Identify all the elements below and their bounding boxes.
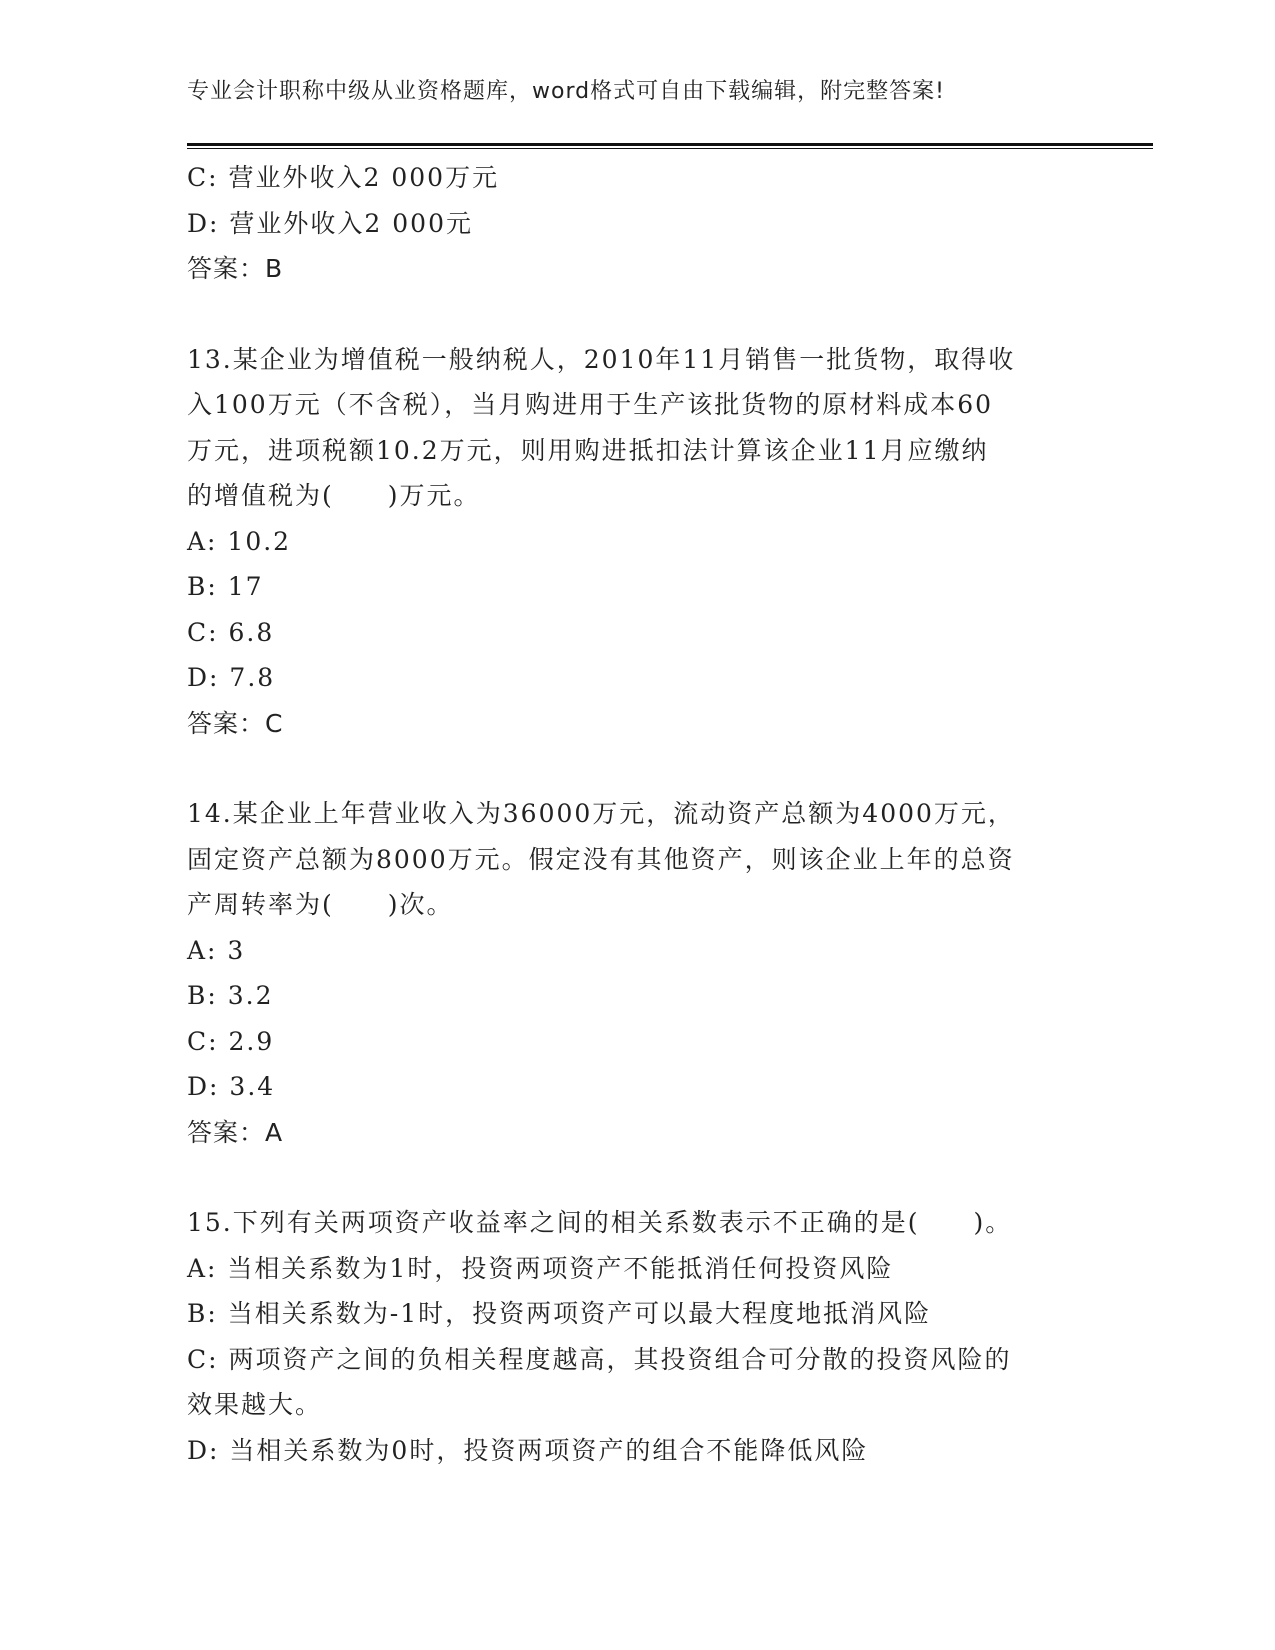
option-c-continued: 效果越大。 [187, 1390, 323, 1419]
header-divider [187, 143, 1153, 149]
option-b: B: 3.2 [187, 981, 274, 1010]
question-13 [187, 337, 1087, 747]
spacer [187, 1155, 1087, 1200]
question-stem-line: 15.下列有关两项资产收益率之间的相关系数表示不正确的是( )。 [187, 1208, 1013, 1237]
option-b: B: 17 [187, 572, 264, 601]
spacer [187, 746, 1087, 791]
question-stem-line: 14.某企业上年营业收入为36000万元，流动资产总额为4000万元， [187, 799, 1015, 828]
document-body [187, 155, 1087, 1473]
option-c: C: 两项资产之间的负相关程度越高，其投资组合可分散的投资风险的 [187, 1344, 1012, 1374]
option-d: D: 7.8 [187, 663, 276, 692]
option-c: C: 2.9 [187, 1026, 275, 1056]
option-c: C: 6.8 [187, 617, 275, 647]
spacer [187, 292, 1087, 337]
option-d: D: 3.4 [187, 1072, 276, 1101]
question-stem-line: 固定资产总额为8000万元。假定没有其他资产，则该企业上年的总资 [187, 844, 1015, 874]
page-header: 专业会计职称中级从业资格题库，word格式可自由下载编辑，附完整答案! [187, 79, 945, 104]
option-a: A: 10.2 [187, 526, 292, 556]
question-stem-line: 入100万元（不含税），当月购进用于生产该批货物的原材料成本60 [187, 390, 994, 419]
question-stem-line: 13.某企业为增值税一般纳税人，2010年11月销售一批货物，取得收 [187, 344, 1016, 374]
question-12-remainder [187, 155, 1087, 292]
question-15 [187, 1200, 1087, 1473]
option-a: A: 3 [187, 935, 246, 965]
answer-line: 答案：C [187, 708, 284, 738]
option-c: C: 营业外收入2 000万元 [187, 163, 500, 192]
question-stem-line: 万元，进项税额10.2万元，则用购进抵扣法计算该企业11月应缴纳 [187, 435, 989, 465]
option-d: D: 当相关系数为0时，投资两项资产的组合不能降低风险 [187, 1435, 869, 1465]
answer-line: 答案：B [187, 254, 284, 283]
question-stem-line: 产周转率为( )次。 [187, 890, 454, 919]
option-a: A: 当相关系数为1时，投资两项资产不能抵消任何投资风险 [187, 1253, 894, 1283]
question-stem-line: 的增值税为( )万元。 [187, 481, 481, 510]
question-14 [187, 791, 1087, 1155]
option-b: B: 当相关系数为-1时，投资两项资产可以最大程度地抵消风险 [187, 1299, 932, 1328]
option-d: D: 营业外收入2 000元 [187, 208, 473, 238]
answer-line: 答案：A [187, 1117, 284, 1147]
